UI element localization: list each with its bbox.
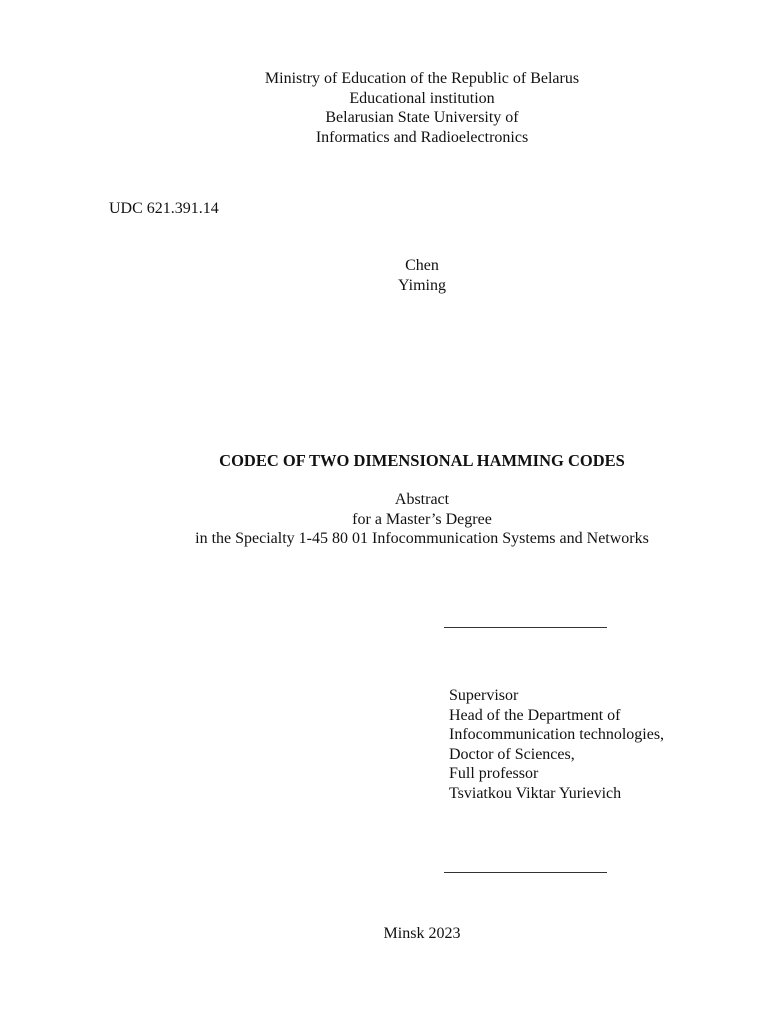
author-block <box>0 256 770 295</box>
thesis-title: CODEC OF TWO DIMENSIONAL HAMMING CODES <box>219 451 625 470</box>
institution-header <box>0 69 770 147</box>
supervisor-label: Supervisor <box>449 687 519 704</box>
author-given-name: Yiming <box>397 276 446 294</box>
abstract-block <box>0 490 770 549</box>
institution-type-line: Educational institution <box>349 89 495 107</box>
ministry-line: Ministry of Education of the Republic of Belarus <box>264 70 580 87</box>
supervisor-degree: Doctor of Sciences, <box>449 745 575 763</box>
city-year: Minsk 2023 <box>383 925 461 942</box>
university-line-1: Belarusian State University of <box>325 109 519 127</box>
author-signature-line <box>444 627 607 628</box>
specialty-line: in the Specialty 1-45 80 01 Infocommunication Systems and Networks <box>195 530 649 548</box>
author-surname: Chen <box>405 257 439 274</box>
supervisor-position-1: Head of the Department of <box>449 706 621 724</box>
university-line-2: Informatics and Radioelectronics <box>315 128 529 146</box>
degree-line: for a Master’s Degree <box>352 510 492 528</box>
supervisor-name: Tsviatkou Viktar Yurievich <box>449 784 622 802</box>
supervisor-position-2: Infocommunication technologies, <box>449 726 665 744</box>
supervisor-rank: Full professor <box>449 765 539 783</box>
supervisor-signature-line <box>444 872 607 873</box>
supervisor-block <box>449 686 664 804</box>
udc-code: UDC 621.391.14 <box>109 200 219 217</box>
abstract-label: Abstract <box>394 491 450 508</box>
